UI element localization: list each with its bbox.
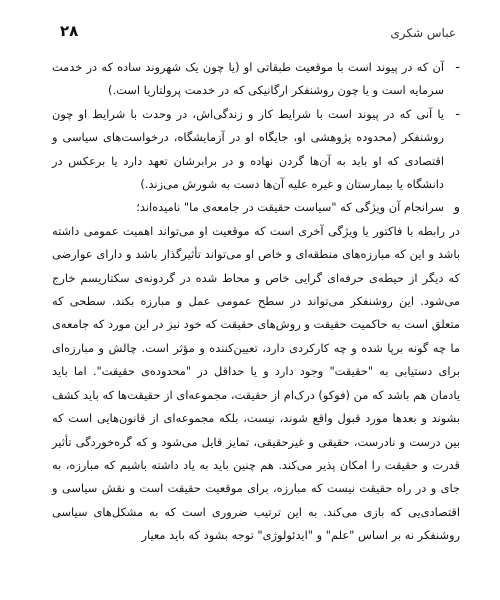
bullet-item [52, 103, 460, 197]
page-number: ۲۸ [60, 22, 79, 40]
bullet-marker: و [453, 200, 460, 216]
bullet-item [52, 56, 460, 103]
page-body [52, 56, 460, 548]
running-head-author: عباس شکری [390, 26, 456, 40]
bullet-text: یا آنی که در پیوند است با شرایط کار و زندگی‌اش، در وحدت با شرایط او چون روشنفکر (محدوده پژوهشی او، جایگاه او در آزمایشگاه، درخواست‌های سیاسی و اقتصادی که او باید به آن‌ها گردن نهاده و در برابرشان تعهد دارد یا برعکس در دانشگاه یا بیمارستان و غیره علیه آن‌ها دست به شورش می‌زند.) [52, 106, 444, 192]
running-header [60, 20, 456, 40]
bullet-item [52, 196, 460, 219]
body-paragraph: در رابطه با فاکتور یا ویژگی آخری است که موقعیت او می‌تواند اهمیت عمومی داشته باشد و این که مبارزه‌های منطقه‌ای و خاص او می‌تواند تأثیرگذار باشد و دارای عوارضی که دیگر از حیطه‌ی حرفه‌ای گرایی خاص و محاط شده در گردونه‌ی سکتاریسم خارج می‌شود. این روشنفکر می‌تواند در سطح عمومی عمل و مبارزه بکند. سطحی که متعلق است به حاکمیت حقیقت و روش‌های حقیقت که خود نیز در این مورد که جامعه‌ی ما چه گونه برپا شده و چه کارکردی دارد، تعیین‌کننده و مؤثر است. چالش و مبارزه‌ای برای دستیابی به "حقیقت" وجود دارد و یا حداقل در "محدوده‌ی حقیقت". اما باید یادمان هم باشد که من (فوکو) درک‌ام از حقیقت، مجموعه‌ای از حقیقت‌ها که باید کشف بشوند و بعدها مورد قبول واقع شوند، نیست، بلکه مجموعه‌ای از قانون‌هایی است که بین درست و نادرست، حقیقی و غیرحقیقی، تمایز قایل می‌شود و که گره‌خوردگی تأثیر قدرت و حقیقت را امکان پذیر می‌کند. هم چنین باید به یاد داشته باشیم که مبارزه، به جای و در راه حقیقت نیست که مبارزه، برای موقعیت حقیقت است و نقش سیاسی و اقتصادی‌یی که بازی می‌کند. به این ترتیب ضروری است که به مشکل‌های سیاسی روشنفکر نه بر اساس "علم" و "ایدئولوژی" توجه بشود که باید معیار [52, 223, 460, 543]
bullet-text: سرانجام آن ویژگی که "سیاست حقیقت در جامعه‌ی ما" نامیده‌اند؛ [136, 200, 444, 215]
bullet-text: آن که در پیوند است با موقعیت طبقاتی او (یا چون یک شهروند ساده که در خدمت سرمایه است و یا چون روشنفکر ارگانیکی که در خدمت پرولتاریا است.) [52, 60, 444, 98]
bullet-marker: - [455, 60, 460, 75]
bullet-marker: - [455, 106, 460, 122]
